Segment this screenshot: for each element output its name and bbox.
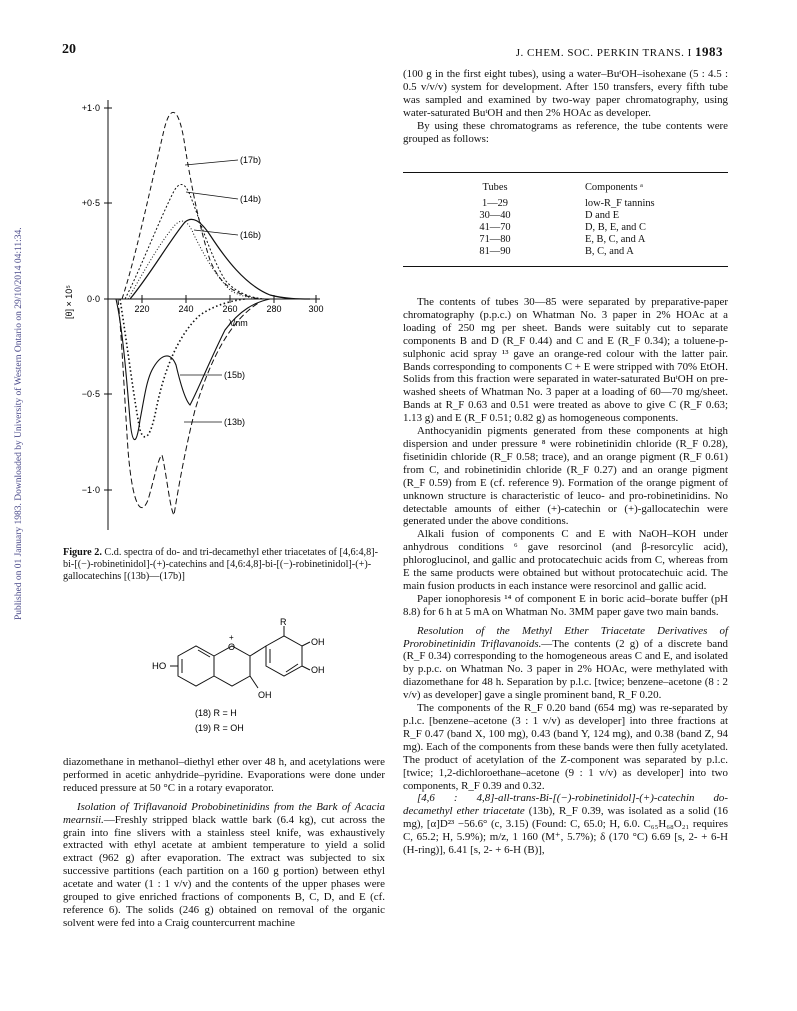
section-heading-species: Acacia mearnsii.	[63, 800, 385, 826]
tube-range: 1—29	[482, 198, 508, 209]
y-tick-label: −1·0	[81, 485, 100, 495]
oh-label: OH	[311, 637, 325, 647]
x-tick-label: 260	[222, 304, 238, 314]
right-column-top	[403, 68, 728, 145]
leader-17b	[185, 160, 238, 165]
table-row	[403, 198, 728, 210]
paragraph: The contents of tubes 30—85 were separated by preparative-paper chromatography (p.p.c.) on Whatman No. 3 paper in 2% HOAc at a loading of 250 mg per sheet. Bands were suitably cut to separate components B and D (R_F 0.44) and C and E (R_F 0.34); a toluene-p-sulphonic acid spray ¹³ gave an orange-red colour with the latter pair. Bands corresponding to components C + E were stripped with 70% EtOH. Solids from this fraction were separated in water-saturated BuᵗOH on pre-washed sheets of Whatman No. 3 paper at a loading of 60—70 mg/sheet. Bands at R_F 0.63 and 0.51 were treated as above to give C (R_F 0.63; 1.13 g) and E (R_F 0.51; 0.82 g) as homogeneous components.	[403, 296, 728, 425]
header-components: Components ᵃ	[585, 182, 643, 193]
figure-label: Figure 2.	[63, 547, 102, 558]
y-tick-label: −0·5	[81, 389, 100, 399]
curve-label-16b: (16b)	[240, 230, 262, 240]
x-axis-label: λ/nm	[228, 318, 248, 328]
cd-spectra-figure	[60, 70, 390, 540]
ring-c	[214, 646, 250, 686]
x-tick-label: 240	[178, 304, 194, 314]
table-row	[403, 210, 728, 222]
paragraph: diazomethane in methanol–diethyl ether over 48 h, and acetylations were performed in acetic anhydride–pyridine. Evaporations were done under reduced pressure at 50 °C in a rotary evaporator.	[63, 756, 385, 794]
curve-label-15b: (15b)	[224, 370, 246, 380]
section-body: —The contents (2 g) of a discrete band (R_F 0.34) corresponding to the homogeneous areas C and E, and isolated by p.p.c. on Whatman No. 3 paper in 2% HOAc, were methylated with diazomethane for 48 h. Separation by p.l.c. [twice; benzene–acetone (8 : 2 v/v) as developer] gave a single prominent band, R_F 0.20.	[403, 637, 728, 702]
leader-16b	[194, 230, 238, 235]
bond-oh	[250, 676, 258, 688]
substituent-r: R	[280, 618, 287, 627]
left-column	[63, 756, 385, 930]
tube-components: E, B, C, and A	[585, 234, 646, 245]
sidebar-note-text: Published on 01 January 1983. Downloaded by University of Western Ontario on 29/10/2014 04:11:34.	[14, 227, 24, 620]
download-sidebar-note[interactable]	[2, 100, 24, 620]
table-header-row	[403, 182, 728, 194]
y-axis-label: [θ] × 10⁵	[64, 284, 74, 320]
chemical-structure	[150, 618, 350, 738]
oh-label: OH	[258, 690, 272, 700]
table-row	[403, 234, 728, 246]
ring-b	[266, 636, 302, 676]
compound-18-label: (18) R = H	[195, 708, 237, 718]
running-title	[516, 44, 723, 60]
tube-components: B, C, and A	[585, 246, 634, 257]
tube-range: 71—80	[479, 234, 511, 245]
tube-range: 81—90	[479, 246, 511, 257]
curve-solid	[130, 219, 310, 299]
ho-label: HO	[152, 661, 167, 672]
paragraph: By using these chromatograms as reference, the tube contents were grouped as follows:	[403, 119, 728, 145]
paragraph: Anthocyanidin pigments generated from these components at high dispersion and under pressure ⁸ were robinetinidin chloride (R_F 0.28), fisetinidin chloride (R_F 0.58; trace), and an orange pigment (R_F 0.61) from C, and robinetinidin chloride (R_F 0.27) and an orange pigment (R_F 0.59) from E (cf. reference 9). Formation of the orange pigment of unknown structure is characteristic of leuco- and pro-robinetinidins. No detectable amounts of either (+)-catechin or (+)-gallocatechin were generated under the above conditions.	[403, 425, 728, 528]
section-paragraph	[403, 792, 728, 857]
tube-range: 30—40	[479, 210, 511, 221]
paragraph: Paper ionophoresis ¹⁴ of component E in boric acid–borate buffer (pH 8.8) for 6 h at 5 mA on Whatman No. 3MM paper gave two main bands.	[403, 592, 728, 618]
curve-label-13b: (13b)	[224, 417, 246, 427]
double-bond	[198, 650, 210, 657]
tube-components: D, B, E, and C	[585, 222, 646, 233]
curve-label-14b: (14b)	[240, 194, 262, 204]
ring-oxygen: O	[228, 642, 236, 652]
tube-range: 41—70	[479, 222, 511, 233]
paragraph: Alkali fusion of components C and E with NaOH–KOH under anhydrous conditions ⁶ gave resorcinol (and β-resorcylic acid), phloroglucinol, and gallic and protocatechuic acids from C, whereas from E the same products were obtained but without protocatechuic acid. The main fusion products in each instance were resorcinol and gallic acid.	[403, 528, 728, 592]
table-rule	[403, 266, 728, 267]
bond	[250, 646, 266, 656]
table-row	[403, 246, 728, 258]
y-tick-label: +0·5	[81, 198, 100, 208]
figure-caption-text: C.d. spectra of do- and tri-decamethyl ether triacetates of [4,6:4,8]-bi-[(−)-robinetinidol]-(+)-catechins and [4,6:4,8]-bi-[(−)-robinetinidol]-(+)-gallocatechins [(13b)—(17b)]	[63, 547, 378, 583]
bond-oh	[302, 666, 310, 670]
journal-title: J. CHEM. SOC. PERKIN TRANS. I	[515, 47, 692, 59]
positive-charge: +	[229, 633, 234, 642]
paragraph: The components of the R_F 0.20 band (654 mg) was re-separated by p.l.c. [benzene–acetone (3 : 1 v/v) as developer] into three fractions at R_F 0.47 (band X, 100 mg), 0.43 (band Y, 124 mg), and 0.38 (band Z, 94 mg). Each of the components from these bands were then fully acetylated. The product of acetylation of the Z-component was separated by p.l.c. [twice; 1,2-dichloroethane–acetone (9 : 1 v/v) as developer] into two components, R_F 0.39 and 0.32.	[403, 702, 728, 792]
y-tick-label: +1·0	[81, 103, 100, 113]
ring-a	[178, 646, 214, 686]
tube-components-table	[403, 172, 728, 276]
curve-13b	[118, 299, 260, 515]
section-heading: Isolation of Triflavanoid Probobinetinidins from the Bark of	[77, 800, 351, 813]
section-body: —Freshly stripped black wattle bark (6.4 kg), cut across the grain into fine slivers with a stainless steel knife, was exhaustively extracted with ethyl acetate at ambient temperature to yield a solid extract (962 g) after evaporation. The extract was subjected to six successive partitions (each partition on a 160 g portion) between ethyl acetate and water (1 : 1 v/v) and the contents of the upper phases were grouped to give enriched fractions of components B, C, D, and E (cf. reference 6). The solids (246 g) obtained on removal of the organic solvent were fed into a Craig countercurrent machine	[63, 813, 385, 929]
table-rule	[403, 172, 728, 173]
curve-label-17b: (17b)	[240, 155, 262, 165]
section-heading: Resolution of the Methyl Ether Triacetate Derivatives of Prorobinetinidin Triflavanoids.	[403, 624, 728, 650]
page-number: 20	[62, 42, 76, 57]
table-row	[403, 222, 728, 234]
figure-caption	[63, 547, 385, 584]
oh-label: OH	[311, 665, 325, 675]
header-tubes: Tubes	[482, 182, 508, 193]
y-tick-label: 0·0	[86, 294, 100, 304]
compound-19-label: (19) R = OH	[195, 723, 244, 733]
compound-heading: [4,6 : 4,8]-all-trans-Bi-[(−)-robinetinidol]-(+)-catechin do-decamethyl ether triacetate	[403, 792, 728, 818]
paragraph: (100 g in the first eight tubes), using a water–BuᵗOH–isohexane (5 : 4.5 : 0.5 v/v/v) system for development. After 150 transfers, every fifth tube was sampled and examined by two-way paper chromatography, using water-saturated BuᵗOH and then 2% HOAc as developer.	[403, 68, 728, 119]
bond-oh	[302, 642, 310, 646]
x-tick-label: 220	[134, 304, 150, 314]
curve-17b	[122, 112, 260, 299]
section-paragraph	[403, 625, 728, 702]
section-paragraph	[63, 801, 385, 930]
compound-body: (13b), R_F 0.39, was isolated as a solid (16 mg), [α]D²³ −56.6° (c, 3.15) (Found: C, 65.0; H, 6.0. C₆₅H₆₈O₂₁ requires C, 65.2; H, 5.9%); m/z, 1 160 (M⁺, 5.7%); δ (170 °C) 6.69 [s, 2- + 6-H (H-ring)], 6.41 [s, 2- + 6-H (B)],	[403, 805, 728, 857]
x-tick-label: 300	[308, 304, 324, 314]
right-column-bottom	[403, 296, 728, 857]
x-tick-label: 280	[266, 304, 282, 314]
tube-components: low-R_F tannins	[585, 198, 655, 209]
double-bond	[286, 664, 298, 672]
journal-year: 1983	[695, 44, 723, 59]
tube-components: D and E	[585, 210, 620, 221]
